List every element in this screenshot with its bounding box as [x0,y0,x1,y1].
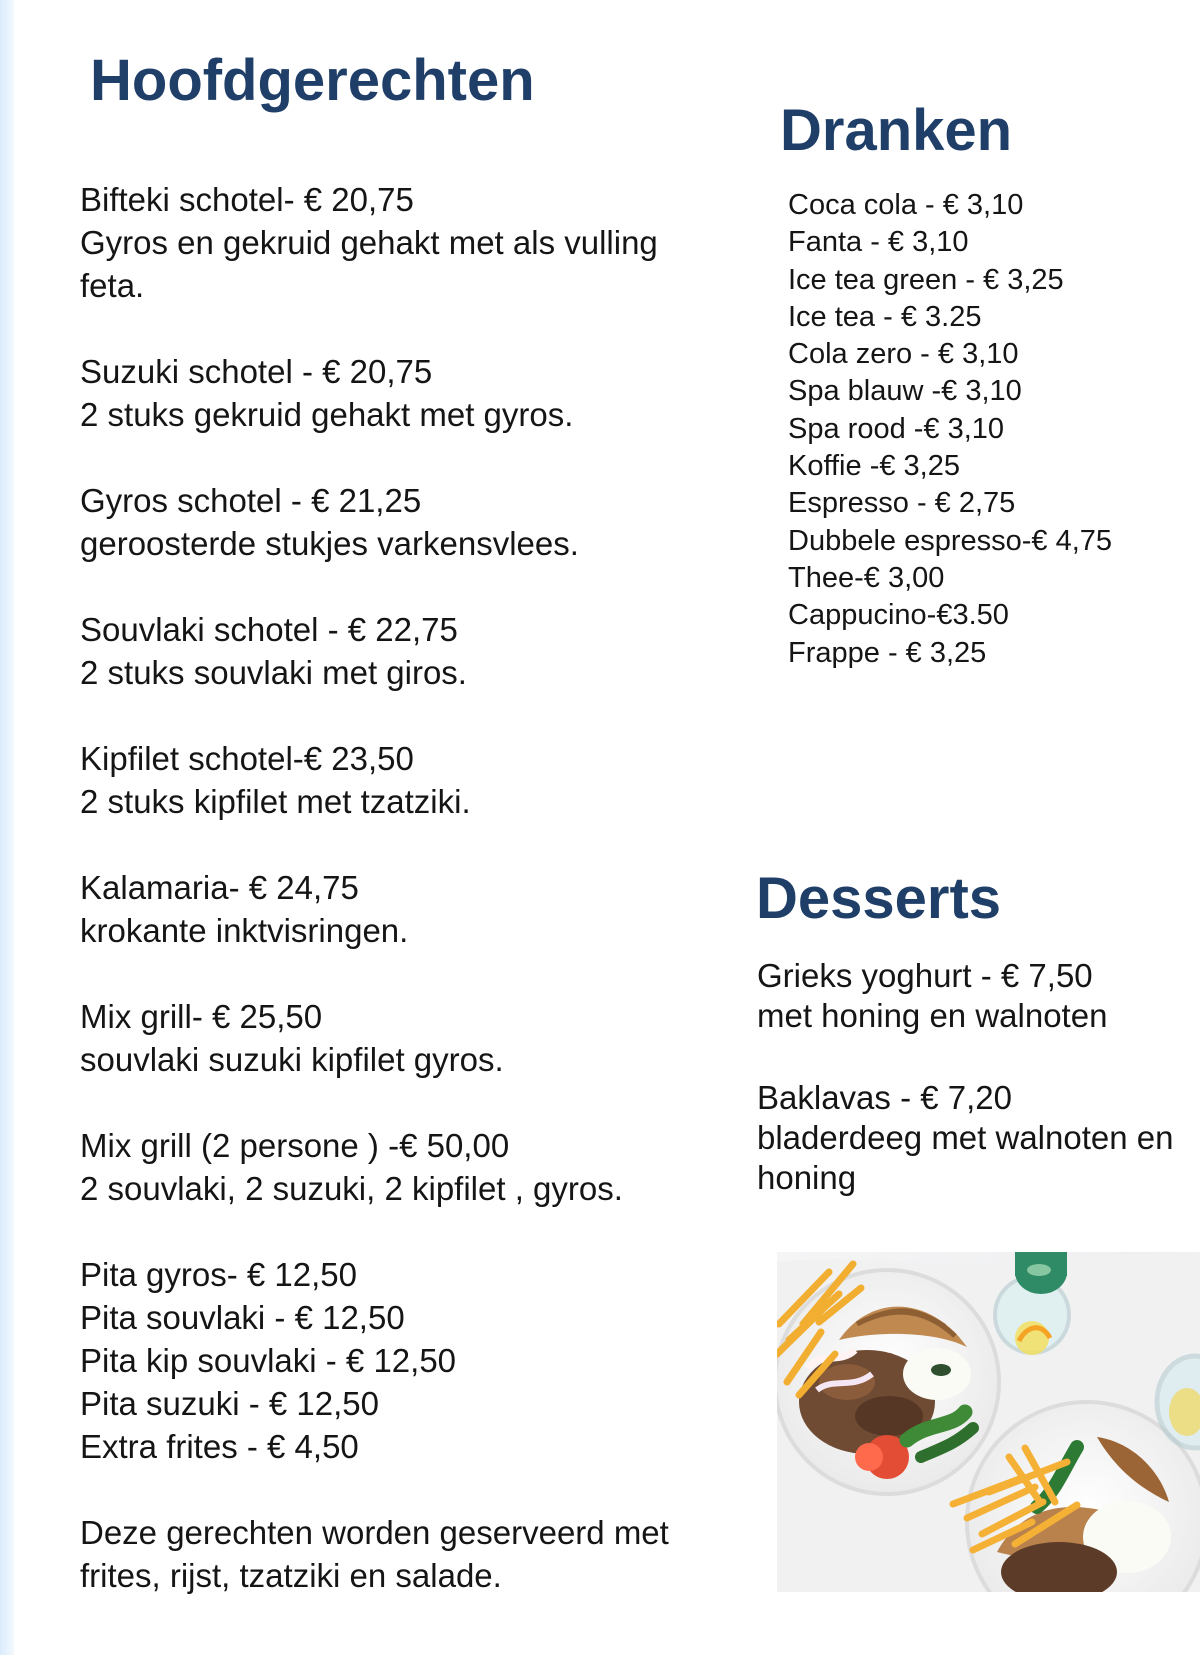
dish-name-price: Gyros schotel - € 21,25 [80,482,422,519]
dish-description: 2 stuks gekruid gehakt met gyros. [80,396,574,433]
pita-item: Pita suzuki - € 12,50 [80,1385,379,1422]
dish-description: geroosterde stukjes varkensvlees. [80,525,579,562]
drink-item: Frappe - € 3,25 [788,636,987,669]
drink-item: Ice tea - € 3.25 [788,300,982,333]
dish-item [80,866,730,952]
drink-item: Ice tea green - € 3,25 [788,263,1064,296]
dish-description: 2 souvlaki, 2 suzuki, 2 kipfilet , gyros. [80,1170,623,1207]
drink-item: Cola zero - € 3,10 [788,338,1019,371]
dish-name-price: Kalamaria- € 24,75 [80,869,359,906]
drinks-heading: Dranken [780,98,1013,163]
dish-item [80,737,730,823]
dish-description: souvlaki suzuki kipfilet gyros. [80,1041,504,1078]
pita-item: Pita gyros- € 12,50 [80,1256,357,1293]
dessert-description: met honing en walnoten [757,997,1108,1034]
pita-items [80,1253,730,1468]
dish-item [80,479,730,565]
dessert-item [757,1078,1200,1198]
dish-name-price: Mix grill- € 25,50 [80,998,323,1035]
main-dishes-heading: Hoofdgerechten [90,48,535,113]
dish-item [80,350,730,436]
drink-item: Dubbele espresso-€ 4,75 [788,524,1113,557]
drinks-list [788,187,1178,672]
dish-name-price: Kipfilet schotel-€ 23,50 [80,740,414,777]
drink-item: Spa blauw -€ 3,10 [788,375,1022,408]
drink-item: Thee-€ 3,00 [788,561,945,594]
dish-name-price: Souvlaki schotel - € 22,75 [80,611,458,648]
dessert-description: bladerdeeg met walnoten en [757,1119,1174,1156]
drink-item: Fanta - € 3,10 [788,226,969,259]
dessert-name-price: Baklavas - € 7,20 [757,1079,1012,1116]
dessert-description: honing [757,1159,857,1196]
serving-note: Deze gerechten worden geserveerd met frites, rijst, tzatziki en salade. [80,1514,669,1594]
dish-name-price: Bifteki schotel- € 20,75 [80,181,414,218]
left-page-edge [0,0,14,1655]
drink-item: Cappucino-€3.50 [788,599,1009,632]
drink-item: Koffie -€ 3,25 [788,450,960,483]
drink-item: Coca cola - € 3,10 [788,189,1024,221]
greek-food-photo [777,1252,1200,1592]
desserts-heading: Desserts [756,866,1002,931]
drink-item: Espresso - € 2,75 [788,487,1016,520]
dessert-name-price: Grieks yoghurt - € 7,50 [757,957,1093,994]
main-dishes-list [80,178,730,1597]
dish-description: Gyros en gekruid gehakt met als vulling feta. [80,224,658,304]
dish-item [80,608,730,694]
drink-item: Spa rood -€ 3,10 [788,412,1005,445]
desserts-list [757,956,1200,1240]
dish-name-price: Suzuki schotel - € 20,75 [80,353,433,390]
dish-description: 2 stuks kipfilet met tzatziki. [80,783,471,820]
pita-item: Pita kip souvlaki - € 12,50 [80,1342,457,1379]
dessert-item [757,956,1200,1036]
dish-name-price: Mix grill (2 persone ) -€ 50,00 [80,1127,510,1164]
dish-description: 2 stuks souvlaki met giros. [80,654,467,691]
dish-item [80,995,730,1081]
pita-item: Pita souvlaki - € 12,50 [80,1299,405,1336]
dish-description: krokante inktvisringen. [80,912,409,949]
extra-fries-item: Extra frites - € 4,50 [80,1428,359,1465]
dish-item [80,1124,730,1210]
dish-item [80,178,730,307]
